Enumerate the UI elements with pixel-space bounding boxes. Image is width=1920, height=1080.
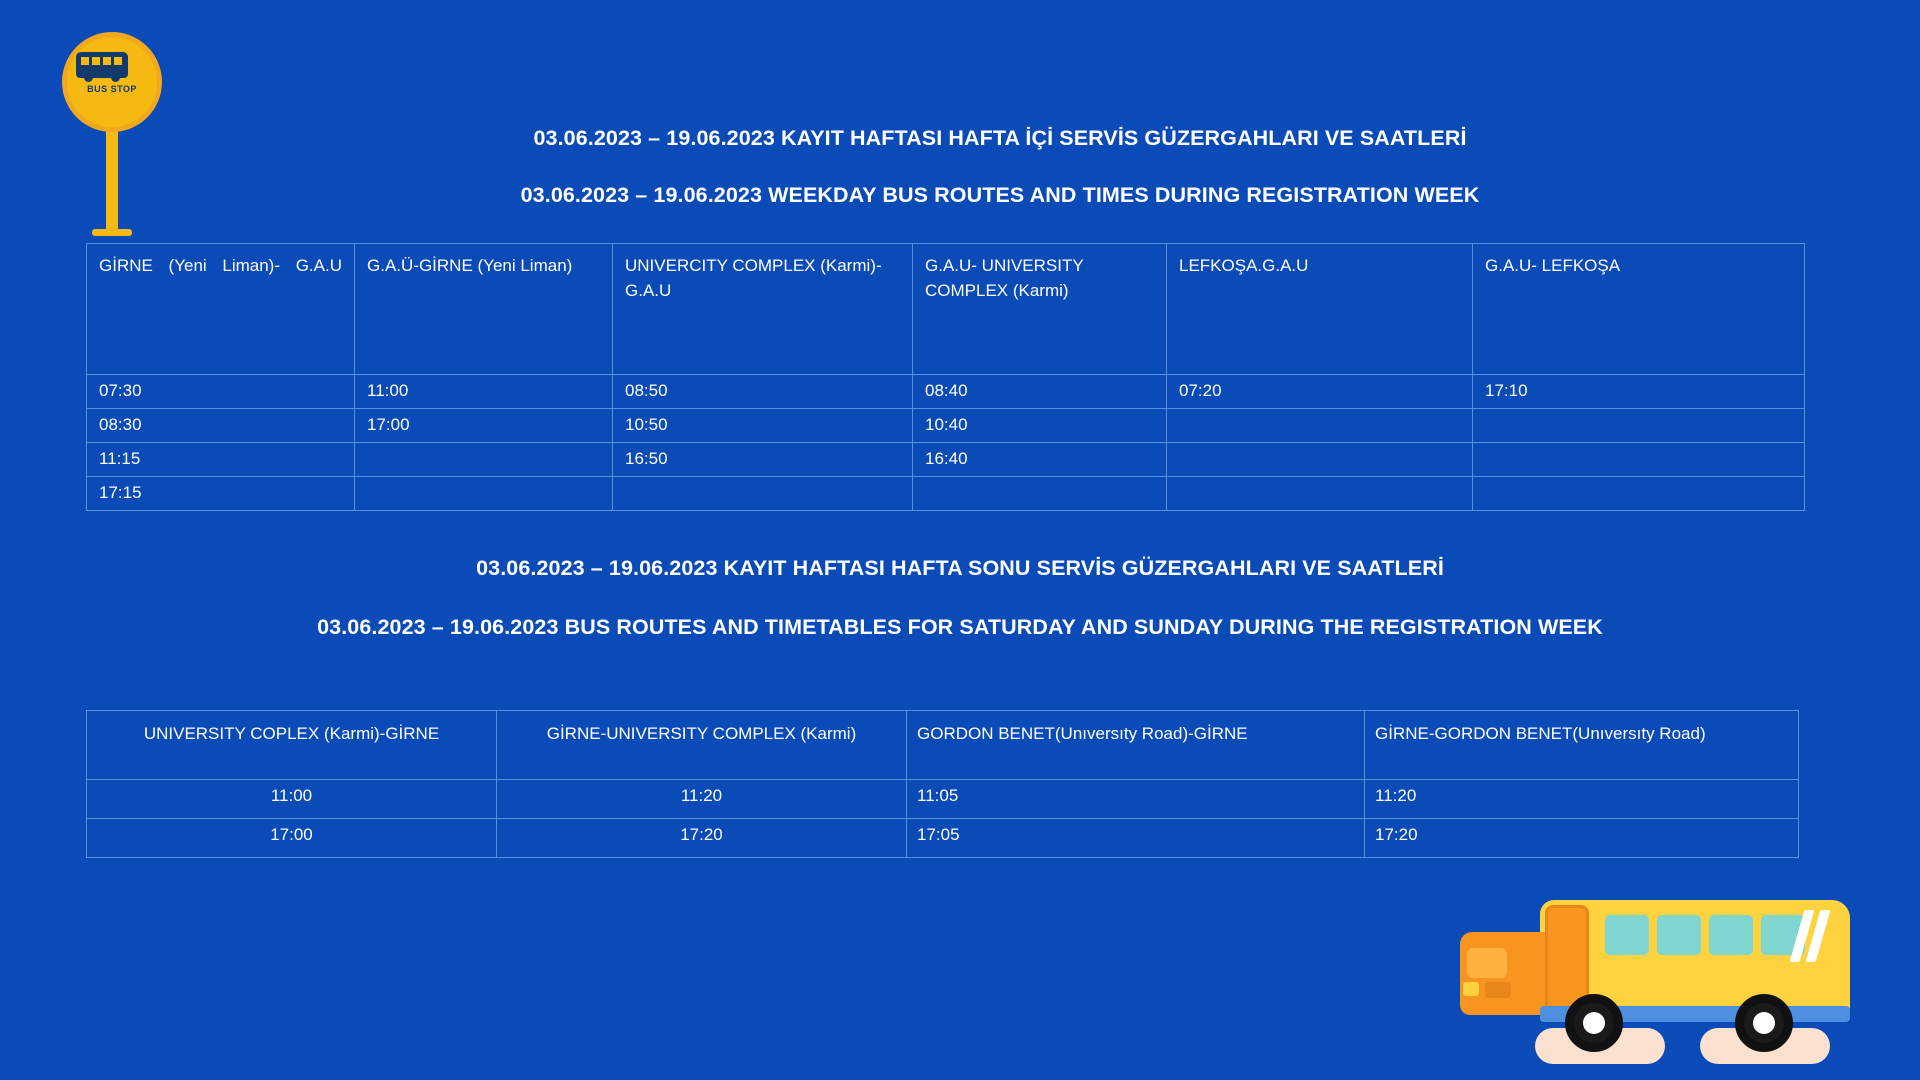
column-header-university-coplex-girne: UNIVERSITY COPLEX (Karmi)-GİRNE bbox=[87, 711, 497, 780]
column-header-univercity-complex-gau: UNIVERCITY COMPLEX (Karmi)-G.A.U bbox=[613, 244, 913, 375]
time-cell: 17:05 bbox=[907, 819, 1365, 858]
time-cell bbox=[355, 477, 613, 511]
time-cell: 10:50 bbox=[613, 409, 913, 443]
weekend-timetable bbox=[86, 710, 1799, 858]
time-cell bbox=[1473, 443, 1805, 477]
table-row bbox=[87, 443, 1805, 477]
bus-window bbox=[1709, 915, 1753, 955]
time-cell: 17:10 bbox=[1473, 375, 1805, 409]
time-cell: 16:50 bbox=[613, 443, 913, 477]
column-header-girne-gordon-benet: GİRNE-GORDON BENET(Unıversıty Road) bbox=[1365, 711, 1799, 780]
table-row bbox=[87, 375, 1805, 409]
mini-bus-window bbox=[92, 57, 100, 65]
column-header-gau-girne: G.A.Ü-GİRNE (Yeni Liman) bbox=[355, 244, 613, 375]
mini-bus-wheel bbox=[84, 73, 93, 82]
school-bus-illustration bbox=[1445, 870, 1895, 1070]
mini-bus-icon bbox=[76, 52, 128, 78]
mini-bus-wheel bbox=[111, 73, 120, 82]
weekday-title-english: 03.06.2023 – 19.06.2023 WEEKDAY BUS ROUTES AND TIMES DURING REGISTRATION WEEK bbox=[520, 182, 1480, 207]
time-cell: 07:20 bbox=[1167, 375, 1473, 409]
column-header-gau-university-complex: G.A.U- UNIVERSITY COMPLEX (Karmi) bbox=[913, 244, 1167, 375]
time-cell: 08:50 bbox=[613, 375, 913, 409]
bus-stop-sign-label: BUS STOP bbox=[87, 84, 137, 94]
time-cell: 10:40 bbox=[913, 409, 1167, 443]
time-cell bbox=[1473, 409, 1805, 443]
time-cell: 17:00 bbox=[355, 409, 613, 443]
bus-hood bbox=[1467, 948, 1507, 978]
table-row bbox=[87, 409, 1805, 443]
time-cell: 17:15 bbox=[87, 477, 355, 511]
weekday-title-turkish: 03.06.2023 – 19.06.2023 KAYIT HAFTASI HAFTA İÇİ SERVİS GÜZERGAHLARI VE SAATLERİ bbox=[533, 126, 1467, 150]
time-cell: 08:30 bbox=[87, 409, 355, 443]
time-cell: 17:20 bbox=[1365, 819, 1799, 858]
weekend-title-english: 03.06.2023 – 19.06.2023 BUS ROUTES AND TIMETABLES FOR SATURDAY AND SUNDAY DURING THE REGISTRATION WEEK bbox=[317, 614, 1603, 639]
bus-wheel-hub bbox=[1583, 1012, 1605, 1034]
table-row bbox=[87, 780, 1799, 819]
bus-wheel-hub bbox=[1753, 1012, 1775, 1034]
table-header-row bbox=[87, 244, 1805, 375]
sign-post-base bbox=[92, 229, 132, 236]
time-cell: 11:15 bbox=[87, 443, 355, 477]
time-cell bbox=[1167, 477, 1473, 511]
time-cell: 17:00 bbox=[87, 819, 497, 858]
column-header-girne-university-complex: GİRNE-UNIVERSITY COMPLEX (Karmi) bbox=[497, 711, 907, 780]
sign-disc bbox=[62, 32, 162, 132]
time-cell: 07:30 bbox=[87, 375, 355, 409]
bus-wheel bbox=[1565, 994, 1623, 1052]
weekend-title-block bbox=[90, 555, 1830, 642]
weekday-title-block bbox=[160, 125, 1840, 209]
time-cell: 11:20 bbox=[1365, 780, 1799, 819]
time-cell: 17:20 bbox=[497, 819, 907, 858]
bus-grille bbox=[1485, 982, 1511, 998]
column-header-girne-gau: GİRNE (Yeni Liman)- G.A.U bbox=[87, 244, 355, 375]
bus-window bbox=[1605, 915, 1649, 955]
time-cell bbox=[913, 477, 1167, 511]
table-row bbox=[87, 477, 1805, 511]
bus-window bbox=[1657, 915, 1701, 955]
time-cell: 08:40 bbox=[913, 375, 1167, 409]
bus-stop-sign-icon bbox=[52, 24, 172, 234]
time-cell: 11:20 bbox=[497, 780, 907, 819]
time-cell: 11:00 bbox=[87, 780, 497, 819]
time-cell bbox=[1167, 409, 1473, 443]
time-cell: 11:05 bbox=[907, 780, 1365, 819]
bus-headlight bbox=[1463, 982, 1479, 996]
time-cell: 16:40 bbox=[913, 443, 1167, 477]
table-header-row bbox=[87, 711, 1799, 780]
column-header-gau-lefkosa: G.A.U- LEFKOŞA bbox=[1473, 244, 1805, 375]
weekday-timetable bbox=[86, 243, 1805, 511]
bus-wheel bbox=[1735, 994, 1793, 1052]
time-cell: 11:00 bbox=[355, 375, 613, 409]
time-cell bbox=[613, 477, 913, 511]
column-header-lefkosa-gau: LEFKOŞA.G.A.U bbox=[1167, 244, 1473, 375]
time-cell bbox=[1167, 443, 1473, 477]
time-cell bbox=[1473, 477, 1805, 511]
weekend-title-turkish: 03.06.2023 – 19.06.2023 KAYIT HAFTASI HAFTA SONU SERVİS GÜZERGAHLARI VE SAATLERİ bbox=[476, 556, 1444, 580]
mini-bus-window bbox=[103, 57, 111, 65]
mini-bus-window bbox=[81, 57, 89, 65]
time-cell bbox=[355, 443, 613, 477]
column-header-gordon-benet-girne: GORDON BENET(Unıversıty Road)-GİRNE bbox=[907, 711, 1365, 780]
mini-bus-window bbox=[114, 57, 122, 65]
table-row bbox=[87, 819, 1799, 858]
